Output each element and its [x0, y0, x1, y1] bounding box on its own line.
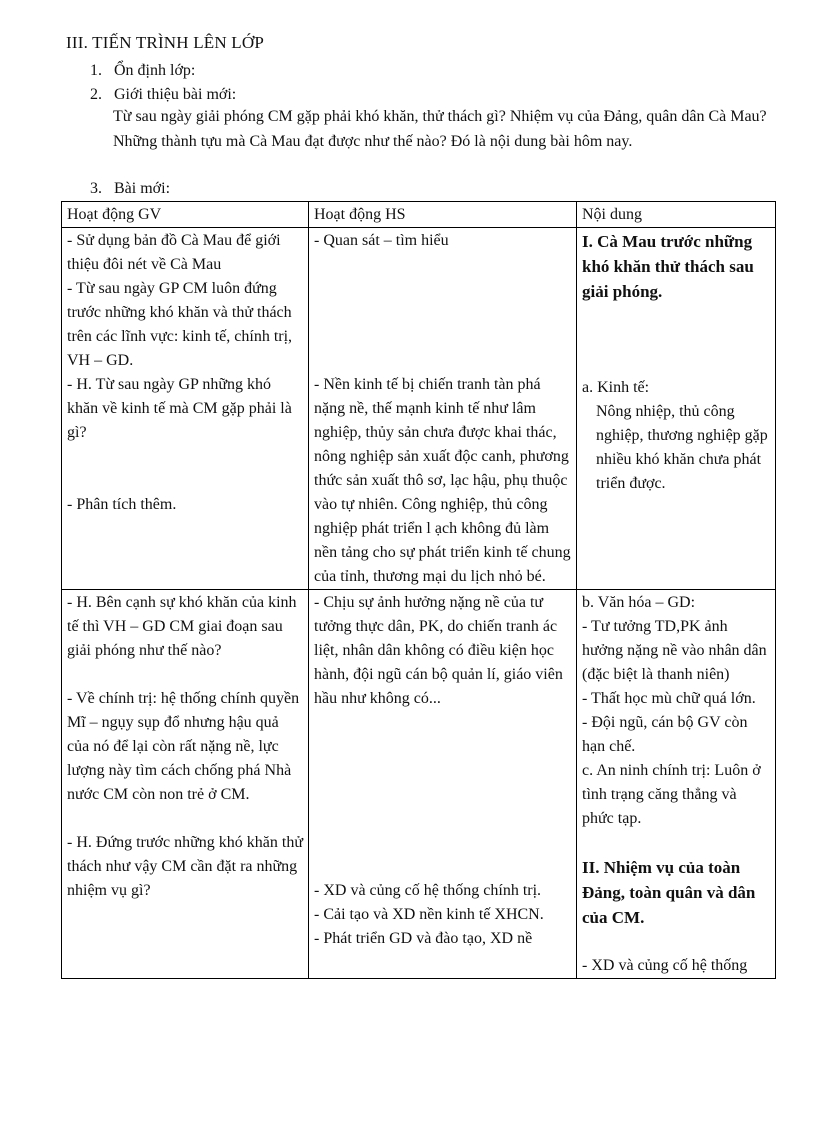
content-text: a. Kinh tế:: [582, 379, 650, 396]
section-title: II. Nhiệm vụ của toàn Đảng, toàn quân và dân của CM.: [582, 858, 756, 927]
step-1-label: Ổn định lớp:: [114, 62, 196, 79]
teacher-text: - Từ sau ngày GP CM luôn đứng trước những khó khăn và thử thách trên các lĩnh vực: kinh tế, chính trị, VH – GD.: [67, 280, 293, 369]
table-header-row: [62, 202, 776, 228]
content-text: c. An ninh chính trị: Luôn ở tình trạng căng thẳng và phức tạp.: [582, 762, 761, 827]
teacher-text: - Về chính trị: hệ thống chính quyền Mĩ – ngụy sụp đổ nhưng hậu quả của nó để lại còn rất nặng nề, lực lượng này tìm cách chống phá Nhà nước CM còn non trẻ ở CM.: [67, 690, 300, 803]
step-3-number: 3.: [90, 180, 102, 197]
lesson-table: [61, 201, 776, 979]
step-2-number: 2.: [90, 86, 102, 103]
content-text: Nông nhiệp, thủ công nghiệp, thương nghiệp gặp nhiều khó khăn chưa phát triển được.: [596, 403, 768, 492]
teacher-text: - Sử dụng bản đồ Cà Mau để giới thiệu đôi nét về Cà Mau: [67, 232, 281, 273]
student-text: - Nền kinh tế bị chiến tranh tàn phá nặng nề, thế mạnh kinh tế như lâm nghiệp, thủy sản chưa được khai thác, nông nghiệp sản xuất độc canh, phương thức sản xuất thô sơ, lạc hậu, phụ thuộc vào tự nhiên. Công nghiệp, thủ công nghiệp phát triển l ạch không đủ làm nền tảng cho sự phát triển kinh tế chung của tỉnh, thương mại du lịch nhỏ bé.: [314, 376, 571, 585]
teacher-cell: [62, 228, 309, 590]
step-1: [90, 59, 195, 83]
intro-paragraph: Từ sau ngày giải phóng CM gặp phải khó khăn, thử thách gì? Nhiệm vụ của Đảng, quân dân Cà Mau? Những thành tựu mà Cà Mau đạt được như thế nào? Đó là nội dung bài hôm nay.: [113, 108, 767, 150]
header-student-activity: Hoạt động HS: [309, 202, 577, 228]
step-3-label: Bài mới:: [114, 180, 171, 197]
step-3: [90, 177, 170, 201]
teacher-text: - H. Đứng trước những khó khăn thử thách như vậy CM cần đặt ra những nhiệm vụ gì?: [67, 834, 304, 899]
table-row: [62, 590, 776, 979]
section-heading: III. TIẾN TRÌNH LÊN LỚP: [66, 33, 265, 52]
section-title: I. Cà Mau trước những khó khăn thử thách sau giải phóng.: [582, 232, 754, 301]
teacher-text: - H. Bên cạnh sự khó khăn của kinh tế thì VH – GD CM giai đoạn sau giải phóng như thế nào?: [67, 594, 297, 659]
content-text: - XD và củng cố hệ thống: [582, 957, 748, 974]
header-teacher-activity: Hoạt động GV: [62, 202, 309, 228]
student-text: - Chịu sự ảnh hưởng nặng nề của tư tưởng thực dân, PK, do chiến tranh ác liệt, nhân dân không có điều kiện học hành, đội ngũ cán bộ quản lí, giáo viên hầu như không có...: [314, 594, 563, 707]
content-cell: [577, 590, 776, 979]
content-text: - Tư tưởng TD,PK ảnh hưởng nặng nề vào nhân dân (đặc biệt là thanh niên): [582, 618, 767, 683]
content-text: - Đội ngũ, cán bộ GV còn hạn chế.: [582, 714, 748, 755]
teacher-text: - Phân tích thêm.: [67, 496, 177, 513]
content-text: - Thất học mù chữ quá lớn.: [582, 690, 756, 707]
student-text: - Quan sát – tìm hiểu: [314, 232, 449, 249]
student-text: - XD và củng cố hệ thống chính trị.: [314, 882, 542, 899]
step-2-label: Giới thiệu bài mới:: [114, 86, 237, 103]
student-text: - Cải tạo và XD nền kinh tế XHCN.: [314, 906, 544, 923]
student-cell: [309, 590, 577, 979]
content-text: b. Văn hóa – GD:: [582, 594, 696, 611]
step-1-number: 1.: [90, 62, 102, 79]
teacher-cell: [62, 590, 309, 979]
table-row: [62, 228, 776, 590]
content-cell: [577, 228, 776, 590]
student-text: - Phát triển GD và đào tạo, XD nề: [314, 930, 533, 947]
header-content: Nội dung: [577, 202, 776, 228]
teacher-text: - H. Từ sau ngày GP những khó khăn về kinh tế mà CM gặp phải là gì?: [67, 376, 292, 441]
student-cell: [309, 228, 577, 590]
